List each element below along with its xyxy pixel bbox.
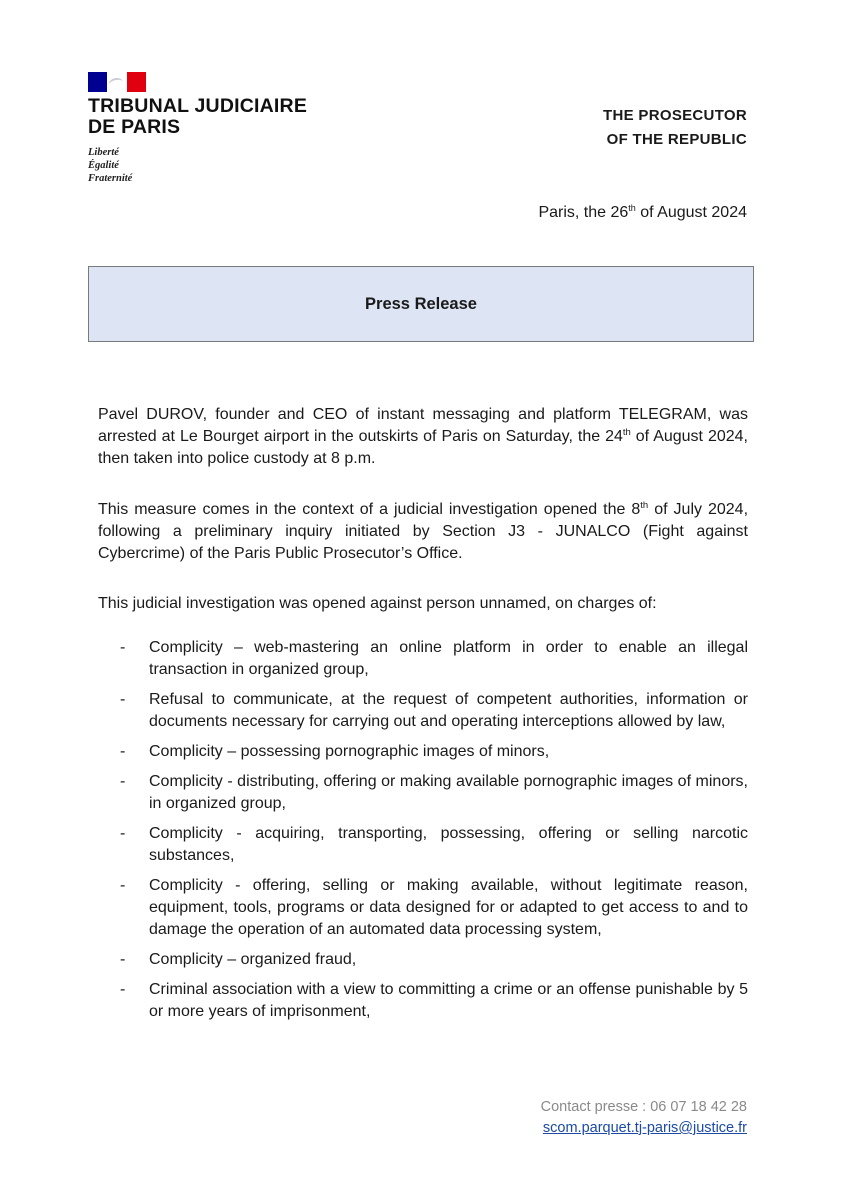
charge-item: - Complicity - offering, selling or making available, without legitimate reason, equipment, tools, programs or data designed for or adapted to get access to and to damage the operation of an automated data processing system, <box>120 877 748 938</box>
charge-item: - Refusal to communicate, at the request of competent authorities, information or documents necessary for carrying out and operating interceptions allowed by law, <box>120 691 748 730</box>
prosecutor-office <box>603 104 747 152</box>
contact-phone: Contact presse : 06 07 18 42 28 <box>540 1099 747 1115</box>
motto-liberte: Liberté <box>88 147 119 158</box>
press-contact <box>541 1097 747 1139</box>
bullet-dash: - <box>120 639 126 656</box>
office-line2: OF THE REPUBLIC <box>606 131 747 148</box>
marianne-flag-icon <box>88 72 146 92</box>
bullet-dash: - <box>120 743 126 760</box>
court-name-line1: TRIBUNAL JUDICIAIRE <box>88 95 308 117</box>
paragraph-investigation: This measure comes in the context of a judicial investigation opened the 8th of July 2024, following a preliminary inquiry initiated by Section J3 - JUNALCO (Fight against Cybercrime) of the Paris Public Prosecutor’s Office. <box>98 500 749 562</box>
press-release-title: Press Release <box>365 294 477 313</box>
republic-logo <box>88 72 328 185</box>
bullet-dash: - <box>120 981 126 998</box>
charge-item: - Complicity – possessing pornographic images of minors, <box>98 741 748 763</box>
dateline: Paris, the 26th of August 2024 <box>538 203 747 221</box>
motto-fraternite: Fraternité <box>88 173 133 184</box>
charge-item: - Complicity - distributing, offering or making available pornographic images of minors, in organized group, <box>120 773 748 812</box>
court-name <box>88 96 328 138</box>
bullet-dash: - <box>120 877 126 894</box>
charges-list <box>98 637 748 1031</box>
charge-item: - Complicity – web-mastering an online platform in order to enable an illegal transaction in organized group, <box>120 639 748 678</box>
motto-egalite: Égalité <box>88 160 119 171</box>
bullet-dash: - <box>120 773 126 790</box>
charge-item: - Complicity – organized fraud, <box>98 949 748 971</box>
bullet-dash: - <box>120 691 126 708</box>
bullet-dash: - <box>120 951 126 968</box>
paragraph-charges-intro: This judicial investigation was opened against person unnamed, on charges of: <box>98 595 657 612</box>
office-line1: THE PROSECUTOR <box>603 107 747 124</box>
paragraph-arrest: Pavel DUROV, founder and CEO of instant messaging and platform TELEGRAM, was arrested at Le Bourget airport in the outskirts of Paris on Saturday, the 24th of August 2024, then taken into police custody at 8 p.m. <box>98 406 748 467</box>
court-name-line2: DE PARIS <box>88 116 181 138</box>
contact-email-link[interactable]: scom.parquet.tj-paris@justice.fr <box>542 1120 747 1136</box>
charge-item: - Complicity - acquiring, transporting, possessing, offering or selling narcotic substances, <box>120 825 748 864</box>
republic-motto <box>88 146 328 185</box>
charge-item: - Criminal association with a view to committing a crime or an offense punishable by 5 or more years of imprisonment, <box>120 981 748 1020</box>
bullet-dash: - <box>120 825 126 842</box>
press-release-banner <box>88 266 754 342</box>
